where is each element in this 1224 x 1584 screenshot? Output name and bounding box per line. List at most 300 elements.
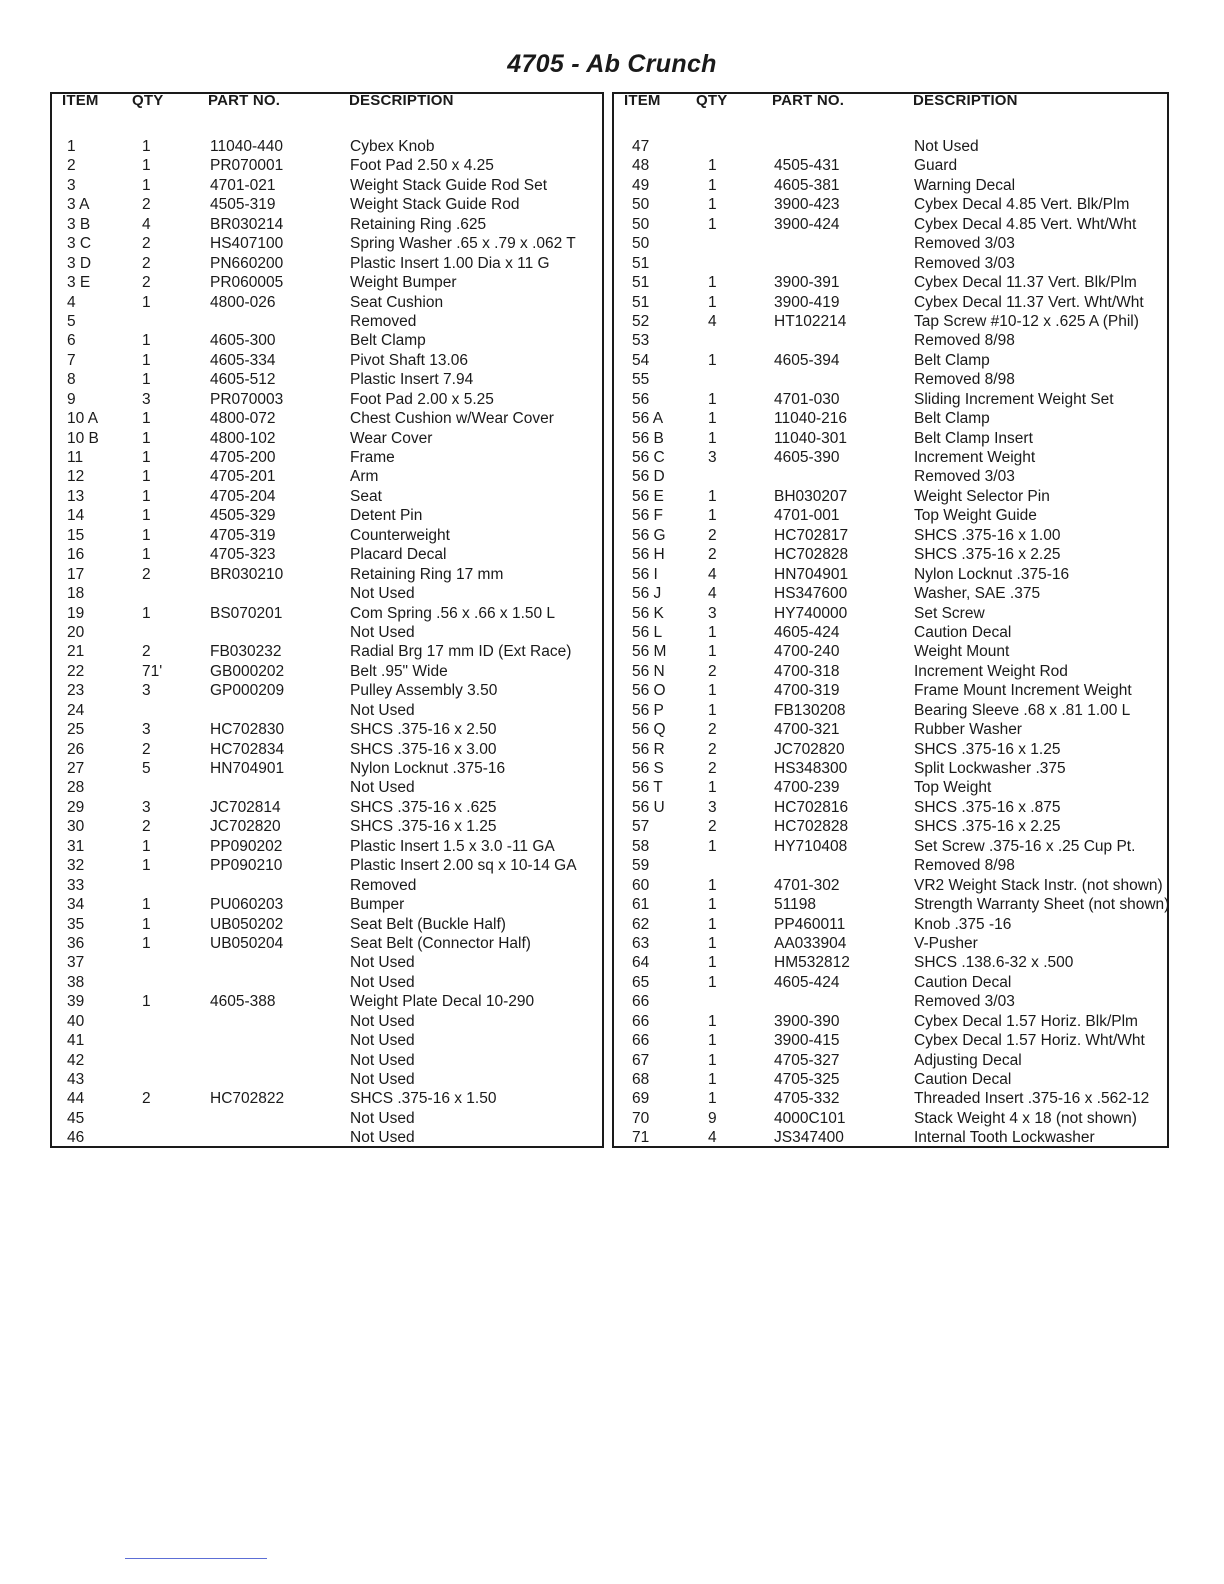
part-no-cell: 4605-424 [774,973,840,991]
part-no-cell: 4800-102 [210,429,276,447]
table-row [52,1012,602,1031]
description-cell: Nylon Locknut .375-16 [350,760,506,777]
table-row [614,312,1167,331]
description-cell: Cybex Decal 1.57 Horiz. Blk/Plm [914,1012,1138,1030]
item-cell: 3 A [67,196,90,214]
description-cell: SHCS .375-16 x .625 [350,798,497,816]
table-row [614,370,1167,389]
table-row [52,409,602,428]
description-cell: Threaded Insert .375-16 x .562-12 [914,1090,1150,1108]
table-row [52,992,602,1011]
item-cell: 63 [632,934,650,952]
part-no-cell: PP090210 [210,857,283,875]
table-row [52,545,602,564]
qty-cell: 2 [142,235,151,253]
table-row [614,1031,1167,1050]
qty-cell: 1 [708,1051,717,1069]
table-row [52,876,602,895]
part-no-cell: 4605-424 [774,623,840,641]
item-cell: 66 [632,1012,650,1030]
qty-cell: 1 [708,1090,717,1108]
item-cell: 69 [632,1090,650,1108]
header-description: DESCRIPTION [913,93,1018,109]
description-cell: Sliding Increment Weight Set [914,390,1114,408]
table-row [52,584,602,603]
item-cell: 12 [67,468,85,486]
table-row [52,487,602,506]
item-cell: 56 R [632,740,665,758]
description-cell: Cybex Decal 4.85 Vert. Blk/Plm [914,196,1130,214]
description-cell: Guard [914,157,958,175]
table-row [614,448,1167,467]
qty-cell: 1 [142,526,151,544]
item-cell: 41 [67,1032,85,1050]
item-cell: 56 C [632,449,665,466]
table-row [614,759,1167,778]
part-no-cell: 4701-302 [774,876,840,894]
table-row [52,1051,602,1070]
item-cell: 40 [67,1012,85,1030]
part-no-cell: 51198 [774,896,816,914]
description-cell: Removed 3/03 [914,254,1015,272]
item-cell: 65 [632,973,650,991]
item-cell: 13 [67,487,85,505]
footer-rule [125,1558,267,1559]
table-row [52,137,602,156]
table-row [614,1070,1167,1089]
qty-cell: 1 [708,1071,717,1088]
part-no-cell: FB130208 [774,701,846,719]
item-cell: 37 [67,954,85,972]
table-row [614,876,1167,895]
qty-cell: 2 [142,196,151,214]
item-cell: 9 [67,390,76,408]
table-body [52,137,602,1148]
part-no-cell: 3900-391 [774,274,840,292]
part-no-cell: JS347400 [774,1129,844,1147]
part-no-cell: 4505-319 [210,196,276,214]
description-cell: Removed 8/98 [914,857,1015,875]
part-no-cell: 3900-390 [774,1012,840,1030]
part-no-cell: 4705-201 [210,468,276,486]
part-no-cell: 4705-332 [774,1090,840,1108]
qty-cell: 3 [708,604,717,622]
item-cell: 57 [632,818,650,836]
part-no-cell: HN704901 [210,760,285,777]
part-no-cell: HS407100 [210,235,284,253]
part-no-cell: 4701-030 [774,390,840,408]
qty-cell: 1 [708,410,717,428]
item-cell: 71 [632,1129,650,1147]
qty-cell: 2 [142,274,151,292]
table-row [614,681,1167,700]
table-row [52,526,602,545]
item-cell: 56 F [632,507,664,525]
qty-cell: 2 [142,1090,151,1108]
description-cell: Weight Stack Guide Rod [350,196,520,214]
table-row [52,215,602,234]
table-row [614,642,1167,661]
qty-cell: 1 [142,371,151,389]
part-no-cell: 3900-415 [774,1032,840,1050]
table-body [614,137,1170,1148]
description-cell: Not Used [350,779,415,797]
description-cell: SHCS .375-16 x .875 [914,798,1061,816]
qty-cell: 2 [142,643,151,661]
item-cell: 26 [67,740,85,758]
table-row [614,740,1167,759]
qty-cell: 1 [708,1012,717,1030]
table-row [614,156,1167,175]
table-row [52,759,602,778]
table-row [52,934,602,953]
qty-cell: 1 [142,934,151,952]
description-cell: Caution Decal [914,623,1012,641]
item-cell: 35 [67,915,85,933]
part-no-cell: HC702828 [774,546,849,564]
parts-table-right [612,92,1169,1148]
item-cell: 54 [632,351,650,369]
table-row [52,176,602,195]
part-no-cell: 4605-512 [210,371,276,389]
item-cell: 50 [632,196,650,214]
description-cell: Retaining Ring 17 mm [350,565,504,583]
table-row [52,740,602,759]
description-cell: Wear Cover [350,429,433,447]
description-cell: Removed 8/98 [914,332,1015,350]
part-no-cell: HS348300 [774,760,848,777]
description-cell: Cybex Decal 11.37 Vert. Blk/Plm [914,274,1137,292]
item-cell: 20 [67,623,85,641]
item-cell: 56 B [632,429,664,447]
qty-cell: 1 [708,293,717,311]
qty-cell: 1 [142,138,151,155]
qty-cell: 1 [142,351,151,369]
part-no-cell: 4701-001 [774,507,840,525]
part-no-cell: HC702816 [774,798,849,816]
description-cell: SHCS .375-16 x 1.25 [350,818,497,836]
qty-cell: 2 [708,721,717,739]
item-cell: 61 [632,896,650,914]
table-row [52,1128,602,1147]
qty-cell: 1 [708,779,717,797]
header-item: ITEM [624,93,661,109]
item-cell: 56 T [632,779,663,797]
table-row [614,798,1167,817]
table-row [614,837,1167,856]
description-cell: Weight Bumper [350,274,457,292]
description-cell: Not Used [914,138,979,155]
description-cell: Washer, SAE .375 [914,585,1041,603]
item-cell: 56 L [632,623,663,641]
item-cell: 56 A [632,410,664,428]
part-no-cell: 4701-021 [210,176,276,194]
item-cell: 67 [632,1051,650,1069]
description-cell: Com Spring .56 x .66 x 1.50 L [350,604,556,622]
qty-cell: 1 [708,973,717,991]
description-cell: Spring Washer .65 x .79 x .062 T [350,235,576,253]
item-cell: 43 [67,1071,85,1088]
table-row [52,895,602,914]
item-cell: 48 [632,157,650,175]
qty-cell: 3 [142,721,151,739]
qty-cell: 1 [142,157,151,175]
description-cell: SHCS .138.6-32 x .500 [914,954,1074,972]
item-cell: 15 [67,526,85,544]
part-no-cell: GB000202 [210,662,285,680]
part-no-cell: GP000209 [210,682,285,700]
description-cell: SHCS .375-16 x 2.50 [350,721,497,739]
qty-cell: 2 [708,546,717,564]
description-cell: Seat Belt (Buckle Half) [350,915,506,933]
table-row [614,351,1167,370]
part-no-cell: UB050202 [210,915,284,933]
qty-cell: 1 [708,507,717,525]
description-cell: Not Used [350,701,415,719]
table-row [614,565,1167,584]
part-no-cell: 4505-329 [210,507,276,525]
qty-cell: 4 [142,215,151,233]
table-row [52,351,602,370]
qty-cell: 3 [142,682,151,700]
item-cell: 56 M [632,643,667,661]
item-cell: 56 I [632,565,658,583]
description-cell: Not Used [350,1129,415,1147]
part-no-cell: JC702820 [774,740,845,758]
qty-cell: 1 [708,1032,717,1050]
qty-cell: 1 [708,429,717,447]
qty-cell: 1 [142,915,151,933]
description-cell: Split Lockwasher .375 [914,760,1066,777]
item-cell: 55 [632,371,650,389]
item-cell: 6 [67,332,76,350]
part-no-cell: HS347600 [774,585,848,603]
table-row [52,778,602,797]
description-cell: Frame Mount Increment Weight [914,682,1132,700]
description-cell: Top Weight [914,779,992,797]
part-no-cell: 4605-381 [774,176,840,194]
item-cell: 16 [67,546,85,564]
table-row [52,429,602,448]
part-no-cell: 4605-394 [774,351,840,369]
table-row [614,545,1167,564]
qty-cell: 1 [142,993,151,1011]
qty-cell: 1 [142,857,151,875]
description-cell: Stack Weight 4 x 18 (not shown) [914,1109,1137,1127]
description-cell: Belt .95" Wide [350,662,448,680]
part-no-cell: 4700-239 [774,779,840,797]
qty-cell: 1 [708,643,717,661]
table-row [52,565,602,584]
item-cell: 38 [67,973,85,991]
description-cell: Warning Decal [914,176,1016,194]
item-cell: 56 E [632,487,664,505]
description-cell: Seat Belt (Connector Half) [350,934,531,952]
part-no-cell: 4700-319 [774,682,840,700]
table-row [52,837,602,856]
header-qty: QTY [696,93,728,109]
description-cell: Caution Decal [914,973,1012,991]
table-row [52,312,602,331]
description-cell: Removed 3/03 [914,235,1015,253]
table-row [52,662,602,681]
qty-cell: 5 [142,760,151,777]
table-row [614,195,1167,214]
header-description: DESCRIPTION [349,93,454,109]
description-cell: SHCS .375-16 x 2.25 [914,818,1061,836]
part-no-cell: HC702830 [210,721,285,739]
part-no-cell: 11040-440 [210,138,283,155]
item-cell: 3 B [67,215,91,233]
item-cell: 3 E [67,274,91,292]
table-row [52,195,602,214]
table-row [614,1089,1167,1108]
qty-cell: 1 [708,623,717,641]
item-cell: 3 D [67,254,92,272]
qty-cell: 2 [142,818,151,836]
part-no-cell: 4800-072 [210,410,276,428]
table-row [614,409,1167,428]
item-cell: 68 [632,1071,650,1088]
description-cell: Seat [350,487,382,505]
description-cell: Adjusting Decal [914,1051,1022,1069]
qty-cell: 1 [708,934,717,952]
table-row [52,370,602,389]
description-cell: Tap Screw #10-12 x .625 A (Phil) [914,312,1139,330]
table-row [614,915,1167,934]
description-cell: Weight Plate Decal 10-290 [350,993,535,1011]
qty-cell: 1 [142,293,151,311]
table-row [52,681,602,700]
table-row [52,1031,602,1050]
qty-cell: 1 [142,896,151,914]
qty-cell: 1 [708,876,717,894]
table-row [614,254,1167,273]
part-no-cell: 4700-318 [774,662,840,680]
table-row [52,953,602,972]
description-cell: Knob .375 -16 [914,915,1012,933]
description-cell: Increment Weight [914,449,1036,466]
description-cell: Plastic Insert 1.00 Dia x 11 G [350,254,550,272]
description-cell: Top Weight Guide [914,507,1037,525]
description-cell: Not Used [350,1051,415,1069]
item-cell: 50 [632,215,650,233]
part-no-cell: 11040-301 [774,429,847,447]
description-cell: Strength Warranty Sheet (not shown) [914,896,1170,914]
item-cell: 56 J [632,585,662,603]
qty-cell: 9 [708,1109,717,1127]
part-no-cell: 4605-300 [210,332,276,350]
qty-cell: 1 [142,604,151,622]
description-cell: Internal Tooth Lockwasher [914,1129,1095,1147]
qty-cell: 1 [708,196,717,214]
qty-cell: 1 [708,896,717,914]
table-row [52,1089,602,1108]
part-no-cell: HN704901 [774,565,849,583]
qty-cell: 1 [142,449,151,466]
part-no-cell: PN660200 [210,254,284,272]
part-no-cell: BR030214 [210,215,284,233]
qty-cell: 1 [708,274,717,292]
description-cell: Placard Decal [350,546,447,564]
part-no-cell: 4000C101 [774,1109,846,1127]
table-row [614,895,1170,914]
table-row [614,331,1167,350]
part-no-cell: 4800-026 [210,293,276,311]
item-cell: 47 [632,138,650,155]
table-row [52,817,602,836]
item-cell: 8 [67,371,76,389]
item-cell: 18 [67,585,85,603]
table-row [614,429,1167,448]
description-cell: Not Used [350,1032,415,1050]
part-no-cell: HT102214 [774,312,847,330]
qty-cell: 2 [142,565,151,583]
item-cell: 34 [67,896,85,914]
item-cell: 17 [67,565,85,583]
table-row [614,934,1167,953]
description-cell: Cybex Decal 1.57 Horiz. Wht/Wht [914,1032,1145,1050]
description-cell: Removed 3/03 [914,993,1015,1011]
item-cell: 39 [67,993,85,1011]
item-cell: 56 Q [632,721,666,739]
description-cell: Rubber Washer [914,721,1022,739]
qty-cell: 2 [708,818,717,836]
qty-cell: 1 [142,176,151,194]
table-row [614,1051,1167,1070]
table-row [52,798,602,817]
description-cell: Foot Pad 2.50 x 4.25 [350,157,494,175]
table-row [52,331,602,350]
part-no-cell: 11040-216 [774,410,847,428]
part-no-cell: BR030210 [210,565,284,583]
item-cell: 7 [67,351,76,369]
table-row [52,234,602,253]
description-cell: Plastic Insert 1.5 x 3.0 -11 GA [350,837,555,855]
description-cell: Not Used [350,623,415,641]
table-row [614,526,1167,545]
part-no-cell: 4505-431 [774,157,840,175]
part-no-cell: HC702822 [210,1090,285,1108]
part-no-cell: HC702828 [774,818,849,836]
description-cell: VR2 Weight Stack Instr. (not shown) [914,876,1163,894]
table-row [52,701,602,720]
table-row [52,293,602,312]
description-cell: Frame [350,449,395,466]
qty-cell: 2 [708,662,717,680]
part-no-cell: BS070201 [210,604,283,622]
table-row [52,856,602,875]
item-cell: 21 [67,643,85,661]
item-cell: 66 [632,993,650,1011]
table-row [52,156,602,175]
description-cell: SHCS .375-16 x 1.25 [914,740,1061,758]
item-cell: 56 G [632,526,666,544]
part-no-cell: 4705-323 [210,546,276,564]
part-no-cell: HC702817 [774,526,849,544]
part-no-cell: 4700-321 [774,721,840,739]
table-row [614,293,1167,312]
item-cell: 51 [632,293,650,311]
description-cell: Belt Clamp [914,351,990,369]
qty-cell: 2 [708,526,717,544]
description-cell: Cybex Knob [350,138,435,155]
part-no-cell: 4705-319 [210,526,276,544]
qty-cell: 1 [708,682,717,700]
item-cell: 56 O [632,682,666,700]
item-cell: 3 [67,176,76,194]
part-no-cell: 4705-325 [774,1071,840,1088]
